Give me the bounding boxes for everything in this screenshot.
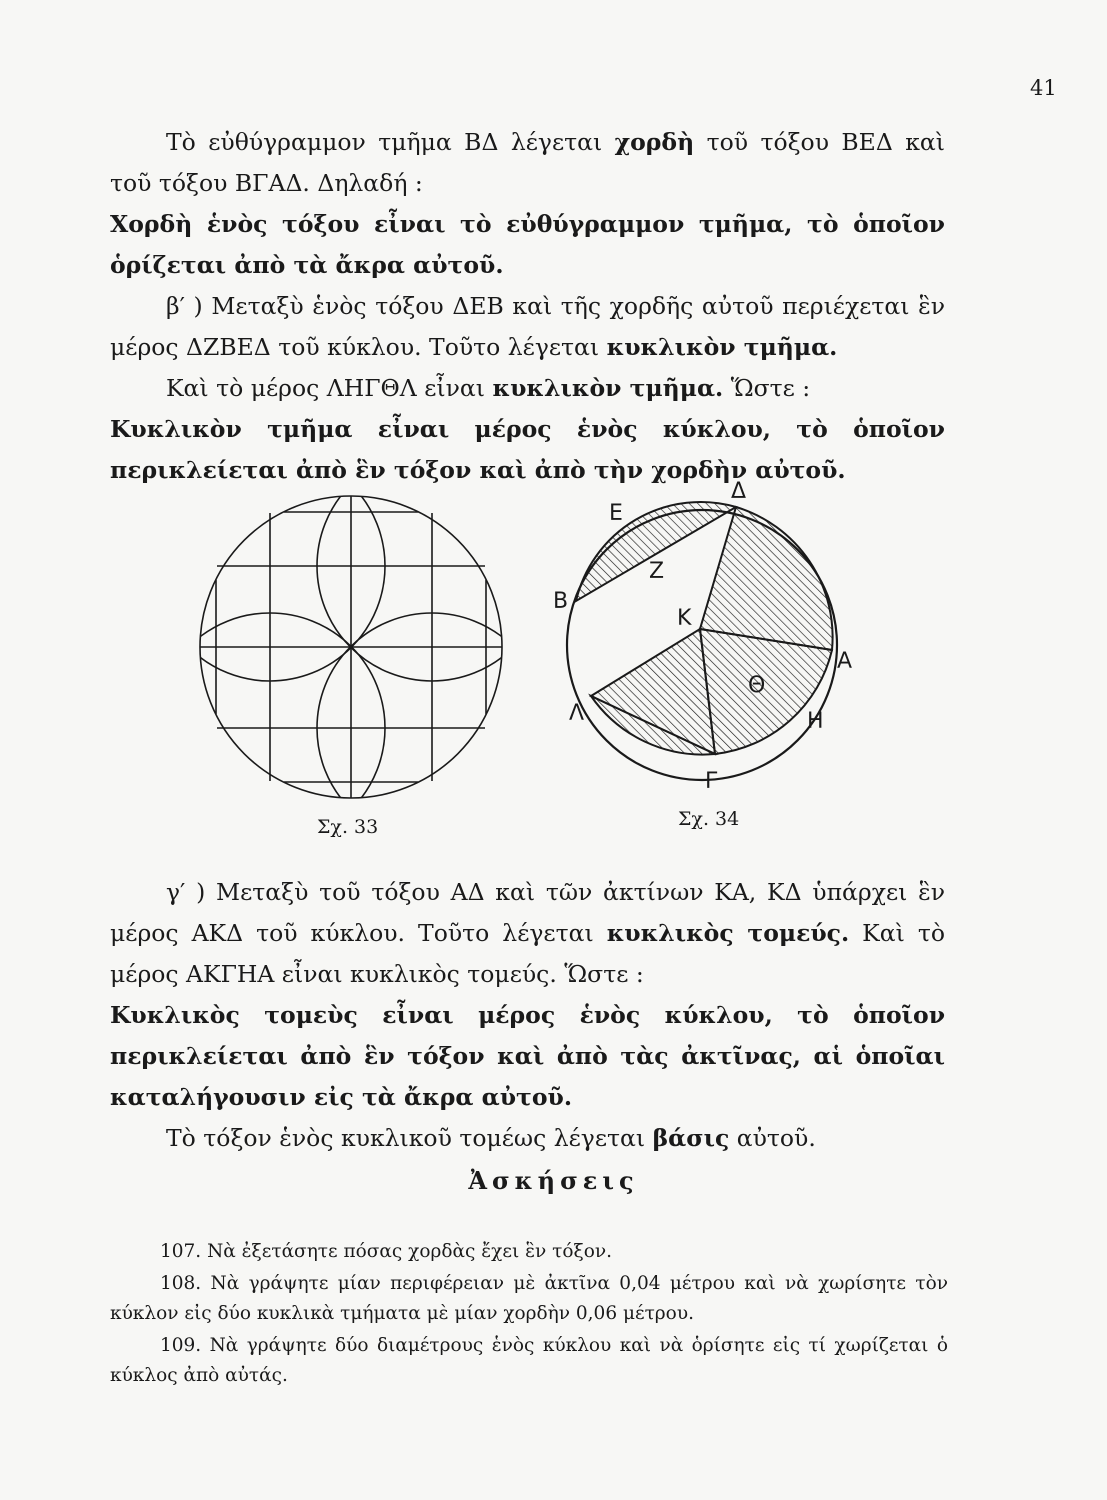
exercises-heading: Ἀσκήσεις: [468, 1166, 639, 1195]
term-circular-segment: κυκλικὸν τμῆμα.: [492, 374, 724, 402]
exercise-item: 107. Νὰ ἐξετάσητε πόσας χορδὰς ἔχει ἓν τόξον.: [160, 1241, 612, 1262]
label-L: Λ: [569, 701, 585, 726]
label-G: Γ: [705, 769, 718, 794]
label-E: Ε: [609, 501, 623, 526]
figure-33-diagram: [196, 492, 516, 812]
definition-circular-sector: Κυκλικὸς τομεὺς εἶναι μέρος ἑνὸς κύκλου, τὸ ὁποῖον περικλείεται ἀπὸ ἓν τόξον καὶ ἀπὸ τὰς ἀκτῖνας, αἱ ὁποῖαι καταλήγουσιν εἰς τὰ ἄκρα αὐτοῦ.: [110, 1001, 945, 1111]
top-text-block: [110, 122, 945, 491]
text-run: Καὶ τὸ μέρος ΑΚΓΗΑ εἶναι κυκλικὸς τομεύς. Ὥστε :: [110, 919, 945, 988]
label-A: Α: [837, 649, 853, 674]
figure-34-diagram: [545, 470, 865, 800]
paragraph-sector-intro: [110, 872, 945, 995]
label-Z: Ζ: [649, 559, 665, 584]
term-circular-segment: κυκλικὸν τμῆμα.: [606, 333, 838, 361]
label-B: Β: [553, 589, 569, 614]
label-K: Κ: [677, 606, 692, 631]
label-D: Δ: [731, 479, 747, 504]
term-base: βάσις: [652, 1124, 730, 1152]
label-Th: Θ: [748, 673, 766, 698]
figure-34-caption: Σχ. 34: [678, 808, 740, 830]
paragraph-sector-base: [110, 1118, 945, 1159]
text-run: Ὥστε :: [723, 374, 811, 402]
paragraph-segment-intro: [110, 286, 945, 368]
exercises-list: [110, 1237, 948, 1393]
paragraph-chord-intro: [110, 122, 945, 204]
definition-circular-segment: Κυκλικὸν τμῆμα εἶναι μέρος ἑνὸς κύκλου, τὸ ὁποῖον περικλείεται ἀπὸ ἓν τόξον καὶ ἀπὸ τὴν χορδὴν αὐτοῦ.: [110, 415, 945, 484]
text-run: γ′ ) Μεταξὺ τοῦ τόξου ΑΔ καὶ τῶν ἀκτίνων ΚΑ, ΚΔ ὑπάρχει ἓν μέρος ΑΚΔ τοῦ κύκλου. Τοῦτο λέγεται: [110, 878, 945, 947]
label-H: Η: [807, 709, 824, 734]
text-run: Τὸ τόξον ἑνὸς κυκλικοῦ τομέως λέγεται: [166, 1124, 653, 1152]
text-run: Τὸ εὐθύγραμμον τμῆμα ΒΔ λέγεται: [166, 128, 615, 156]
paragraph-segment-example: [110, 368, 945, 409]
figure-33-caption: Σχ. 33: [317, 816, 379, 838]
exercise-item: 109. Νὰ γράψητε δύο διαμέτρους ἑνὸς κύκλου καὶ νὰ ὁρίσητε εἰς τί χωρίζεται ὁ κύκλος ἀπὸ αὐτάς.: [110, 1335, 948, 1386]
text-run: αὐτοῦ.: [729, 1124, 816, 1152]
text-run: Καὶ τὸ μέρος ΛΗΓΘΛ εἶναι: [166, 374, 493, 402]
definition-chord: Χορδὴ ἑνὸς τόξου εἶναι τὸ εὐθύγραμμον τμῆμα, τὸ ὁποῖον ὁρίζεται ἀπὸ τὰ ἄκρα αὐτοῦ.: [110, 210, 945, 279]
term-circular-sector: κυκλικὸς τομεύς.: [606, 919, 850, 947]
mid-text-block: [110, 872, 945, 1159]
text-run: β′ ) Μεταξὺ ἑνὸς τόξου ΔΕΒ καὶ τῆς χορδῆς αὐτοῦ περιέχεται ἓν μέρος ΔΖΒΕΔ τοῦ κύκλου. Τοῦτο λέγεται: [110, 292, 945, 361]
term-chord: χορδὴ: [614, 128, 695, 156]
exercise-item: 108. Νὰ γράψητε μίαν περιφέρειαν μὲ ἀκτῖνα 0,04 μέτρου καὶ νὰ χωρίσητε τὸν κύκλον εἰς δύο κυκλικὰ τμήματα μὲ μίαν χορδὴν 0,06 μέτρου.: [110, 1273, 948, 1324]
text-run: τοῦ τόξου ΒΕΔ καὶ τοῦ τόξου ΒΓΑΔ. Δηλαδή :: [110, 128, 945, 197]
page-number: 41: [1030, 76, 1057, 100]
